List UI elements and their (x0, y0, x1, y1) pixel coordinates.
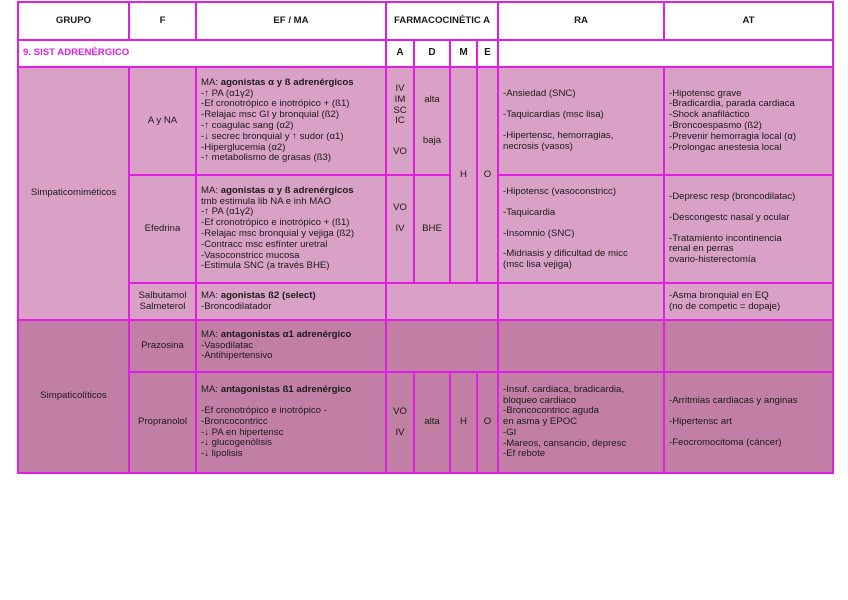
at-efedrina: -Depresc resp (broncodilatac) -Descongestc nasal y ocular -Tratamiento incontinencia renal en perras ovario-histerectomía (664, 175, 833, 283)
group-simpaticoliticos: Simpaticolíticos (18, 320, 129, 473)
ma-line: MA: agonistas α y ß adrenérgicos (201, 184, 354, 196)
drug-efedrina: Efedrina (129, 175, 196, 283)
ra-propranolol: -Insuf. cardiaca, bradicardia, bloqueo cardiaco -Broncocontricc aguda en asma y EPOC -GI -Mareos, cansancio, depresc -Ef rebote (498, 372, 664, 473)
ra-a-y-na: -Ansiedad (SNC) -Taquicardias (msc lisa) -Hipertensc, hemorragias, necrosis (vasos) (498, 67, 664, 175)
at-prazosina-empty (664, 320, 833, 372)
d-a-y-na: alta baja (414, 67, 450, 175)
header-at: AT (664, 2, 833, 40)
group-simpaticomimeticos: Simpaticomiméticos (18, 67, 129, 320)
e-propranolol: O (477, 372, 498, 473)
header-ef-ma: EF / MA (196, 2, 386, 40)
ef-ma-propranolol: MA: antagonistas ß1 adrenérgico -Ef cronotrópico e inotrópico - -Broncocontricc -↓ PA en hipertensc -↓ glucogenólisis -↓ lipolisis (196, 372, 386, 473)
header-grupo: GRUPO (18, 2, 129, 40)
ma-line: MA: antagonistas ß1 adrenérgico (201, 384, 352, 396)
section-blank (498, 40, 833, 67)
drug-prazosina: Prazosina (129, 320, 196, 372)
farmaco-salbutamol-empty (386, 283, 498, 320)
m-simpaticomimeticos: H (450, 67, 477, 283)
header-ra: RA (498, 2, 664, 40)
drug-a-y-na: A y NA (129, 67, 196, 175)
subheader-e: E (477, 40, 498, 67)
subheader-a: A (386, 40, 414, 67)
ma-line: MA: antagonistas α1 adrenérgico (201, 328, 352, 340)
ra-prazosina-empty (498, 320, 664, 372)
ma-line: MA: agonistas α y ß adrenérgicos (201, 76, 354, 88)
pharmacology-table (17, 1, 834, 474)
m-propranolol: H (450, 372, 477, 473)
d-propranolol: alta (414, 372, 450, 473)
at-a-y-na: -Hipotensc grave -Bradicardia, parada cardiaca -Shock anafiláctico -Broncoespasmo (ß2) -Prevenir hemorragia local (α) -Prolongac anestesia local (664, 67, 833, 175)
farmaco-prazosina-empty (386, 320, 498, 372)
section-title: 9. SIST ADRENÉRGICO (18, 40, 386, 67)
header-farmacocinetica: FARMACOCINÉTIC A (386, 2, 498, 40)
a-efedrina: VO IV (386, 175, 414, 283)
subheader-d: D (414, 40, 450, 67)
ra-salbutamol-empty (498, 283, 664, 320)
ef-ma-a-y-na: MA: agonistas α y ß adrenérgicos -↑ PA (α1γ2) -Ef cronotrópico e inotrópico + (ß1) -Relajac msc GI y bronquial (ß2) -↑ coagulac sang (α2) -↓ secrec bronquial y ↑ sudor (α1) -Hiperglucemia (α2) -↑ metabolismo de grasas (ß3) (196, 67, 386, 175)
ef-ma-efedrina: MA: agonistas α y ß adrenérgicos tmb estimula lib NA e inh MAO -↑ PA (α1γ2) -Ef cronotrópico e inotrópico + (ß1) -Relajac msc bronquial y vejiga (ß2) -Contracc msc esfínter uretral -Vasoconstricc mucosa -Estimula SNC (a través BHE) (196, 175, 386, 283)
ma-line: MA: agonistas ß2 (select) (201, 289, 316, 301)
at-salbutamol: -Asma bronquial en EQ (no de competic = dopaje) (664, 283, 833, 320)
e-simpaticomimeticos: O (477, 67, 498, 283)
a-propranolol: VO IV (386, 372, 414, 473)
header-f: F (129, 2, 196, 40)
a-a-y-na: IV IM SC IC VO (386, 67, 414, 175)
at-propranolol: -Arritmias cardiacas y anginas -Hipertensc art -Feocromocitoma (cáncer) (664, 372, 833, 473)
drug-propranolol: Propranolol (129, 372, 196, 473)
ra-efedrina: -Hipotensc (vasoconstricc) -Taquicardia -Insomnio (SNC) -Midriasis y dificultad de micc (msc lisa vejiga) (498, 175, 664, 283)
subheader-m: M (450, 40, 477, 67)
d-efedrina: BHE (414, 175, 450, 283)
drug-salbutamol-salmeterol: Salbutamol Salmeterol (129, 283, 196, 320)
ef-ma-salbutamol: MA: agonistas ß2 (select) -Broncodilatador (196, 283, 386, 320)
ef-ma-prazosina: MA: antagonistas α1 adrenérgico -Vasodilatac -Antihipertensivo (196, 320, 386, 372)
